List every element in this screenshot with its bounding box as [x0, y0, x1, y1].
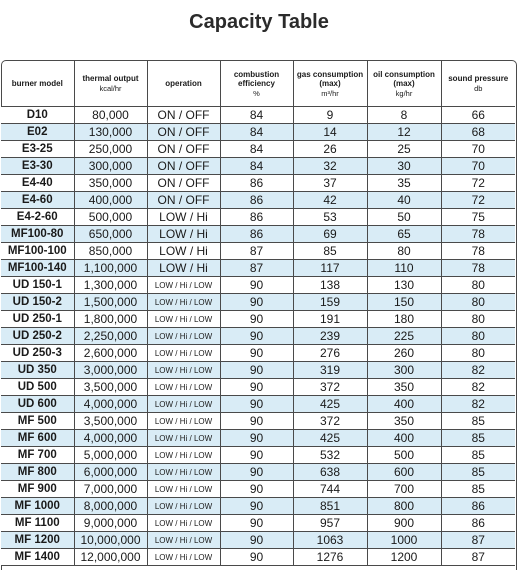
table-row [1, 243, 515, 260]
table-row [1, 294, 515, 311]
cell-burner-model: UD 150-1 [1, 277, 74, 294]
header-label: thermal output [82, 74, 139, 83]
cell-thermal-output: 1,100,000 [74, 260, 147, 277]
cell-oil-consumption: 130 [367, 277, 441, 294]
cell-operation: LOW / Hi [147, 260, 220, 277]
cell-operation: LOW / Hi / LOW [147, 464, 220, 481]
cell-combustion-efficiency: 90 [220, 464, 293, 481]
cell-oil-consumption: 700 [367, 481, 441, 498]
cell-oil-consumption: 1200 [367, 549, 441, 566]
cell-oil-consumption: 800 [367, 498, 441, 515]
table-row [1, 481, 515, 498]
table-row [1, 209, 515, 226]
table-row [1, 260, 515, 277]
cell-gas-consumption: 138 [293, 277, 367, 294]
cell-burner-model: UD 250-1 [1, 311, 74, 328]
cell-combustion-efficiency: 90 [220, 481, 293, 498]
cell-combustion-efficiency: 90 [220, 379, 293, 396]
cell-oil-consumption: 350 [367, 379, 441, 396]
cell-burner-model: UD 150-2 [1, 294, 74, 311]
cell-combustion-efficiency: 86 [220, 226, 293, 243]
cell-combustion-efficiency: 90 [220, 277, 293, 294]
cell-gas-consumption: 851 [293, 498, 367, 515]
header-row [1, 61, 515, 107]
cell-combustion-efficiency: 86 [220, 209, 293, 226]
cell-sound-pressure: 72 [441, 175, 515, 192]
cell-combustion-efficiency: 86 [220, 175, 293, 192]
cell-gas-consumption: 425 [293, 396, 367, 413]
cell-sound-pressure: 75 [441, 209, 515, 226]
cell-operation: ON / OFF [147, 158, 220, 175]
header-unit: db [474, 84, 483, 93]
cell-burner-model: UD 350 [1, 362, 74, 379]
table-row [1, 549, 515, 566]
cell-combustion-efficiency: 87 [220, 243, 293, 260]
cell-operation: LOW / Hi / LOW [147, 430, 220, 447]
cell-combustion-efficiency: 90 [220, 498, 293, 515]
table-row [1, 532, 515, 549]
cell-sound-pressure: 78 [441, 226, 515, 243]
cell-burner-model: E4-2-60 [1, 209, 74, 226]
cell-thermal-output: 500,000 [74, 209, 147, 226]
table-row [1, 226, 515, 243]
cell-combustion-efficiency: 86 [220, 192, 293, 209]
cell-sound-pressure: 85 [441, 464, 515, 481]
cell-operation: ON / OFF [147, 107, 220, 124]
cell-operation: LOW / Hi [147, 243, 220, 260]
cell-operation: ON / OFF [147, 175, 220, 192]
cell-combustion-efficiency: 90 [220, 362, 293, 379]
cell-operation: LOW / Hi / LOW [147, 481, 220, 498]
cell-gas-consumption: 372 [293, 413, 367, 430]
cell-burner-model: MF100-80 [1, 226, 74, 243]
cell-burner-model: MF 1000 [1, 498, 74, 515]
cell-operation: LOW / Hi / LOW [147, 447, 220, 464]
cell-sound-pressure: 82 [441, 362, 515, 379]
cell-burner-model: MF 600 [1, 430, 74, 447]
table-row [1, 192, 515, 209]
cell-oil-consumption: 40 [367, 192, 441, 209]
table-row [1, 124, 515, 141]
table-row [1, 379, 515, 396]
cell-combustion-efficiency: 84 [220, 107, 293, 124]
cell-gas-consumption: 9 [293, 107, 367, 124]
cell-oil-consumption: 1000 [367, 532, 441, 549]
cell-sound-pressure: 86 [441, 515, 515, 532]
header-oil-consumption [367, 61, 441, 107]
cell-oil-consumption: 600 [367, 464, 441, 481]
cell-burner-model: UD 250-2 [1, 328, 74, 345]
cell-gas-consumption: 319 [293, 362, 367, 379]
cell-burner-model: D10 [1, 107, 74, 124]
cell-thermal-output: 4,000,000 [74, 396, 147, 413]
table-row [1, 277, 515, 294]
table-row [1, 328, 515, 345]
cell-burner-model: UD 250-3 [1, 345, 74, 362]
cell-operation: LOW / Hi / LOW [147, 379, 220, 396]
cell-sound-pressure: 87 [441, 549, 515, 566]
cell-sound-pressure: 87 [441, 532, 515, 549]
cell-thermal-output: 3,000,000 [74, 362, 147, 379]
cell-gas-consumption: 191 [293, 311, 367, 328]
cell-thermal-output: 6,000,000 [74, 464, 147, 481]
cell-gas-consumption: 425 [293, 430, 367, 447]
cell-oil-consumption: 180 [367, 311, 441, 328]
cell-operation: ON / OFF [147, 124, 220, 141]
cell-operation: LOW / Hi / LOW [147, 362, 220, 379]
cell-gas-consumption: 14 [293, 124, 367, 141]
table-row [1, 413, 515, 430]
cell-combustion-efficiency: 84 [220, 124, 293, 141]
cell-gas-consumption: 532 [293, 447, 367, 464]
cell-gas-consumption: 957 [293, 515, 367, 532]
table-row [1, 107, 515, 124]
cell-thermal-output: 12,000,000 [74, 549, 147, 566]
cell-burner-model: E4-60 [1, 192, 74, 209]
cell-oil-consumption: 225 [367, 328, 441, 345]
cell-sound-pressure: 82 [441, 379, 515, 396]
cell-combustion-efficiency: 90 [220, 549, 293, 566]
cell-oil-consumption: 500 [367, 447, 441, 464]
cell-thermal-output: 130,000 [74, 124, 147, 141]
cell-burner-model: MF100-100 [1, 243, 74, 260]
cell-sound-pressure: 78 [441, 260, 515, 277]
cell-sound-pressure: 85 [441, 413, 515, 430]
cell-operation: LOW / Hi / LOW [147, 498, 220, 515]
cell-sound-pressure: 80 [441, 294, 515, 311]
cell-operation: LOW / Hi / LOW [147, 328, 220, 345]
cell-gas-consumption: 744 [293, 481, 367, 498]
cell-sound-pressure: 80 [441, 277, 515, 294]
header-unit: % [253, 88, 260, 98]
header-thermal-output [74, 61, 147, 107]
cell-gas-consumption: 69 [293, 226, 367, 243]
cell-oil-consumption: 8 [367, 107, 441, 124]
cell-combustion-efficiency: 90 [220, 532, 293, 549]
cell-combustion-efficiency: 87 [220, 260, 293, 277]
cell-gas-consumption: 37 [293, 175, 367, 192]
cell-sound-pressure: 85 [441, 447, 515, 464]
cell-thermal-output: 1,800,000 [74, 311, 147, 328]
cell-burner-model: MF 900 [1, 481, 74, 498]
cell-gas-consumption: 159 [293, 294, 367, 311]
cell-burner-model: UD 500 [1, 379, 74, 396]
cell-sound-pressure: 72 [441, 192, 515, 209]
cell-oil-consumption: 25 [367, 141, 441, 158]
header-sound-pressure [441, 61, 515, 107]
cell-combustion-efficiency: 90 [220, 311, 293, 328]
cell-oil-consumption: 260 [367, 345, 441, 362]
table-row [1, 362, 515, 379]
cell-thermal-output: 9,000,000 [74, 515, 147, 532]
cell-oil-consumption: 300 [367, 362, 441, 379]
cell-gas-consumption: 26 [293, 141, 367, 158]
cell-gas-consumption: 276 [293, 345, 367, 362]
header-label: combustion efficiency [233, 69, 280, 88]
header-burner-model [1, 61, 74, 107]
cell-thermal-output: 650,000 [74, 226, 147, 243]
cell-thermal-output: 5,000,000 [74, 447, 147, 464]
cell-gas-consumption: 32 [293, 158, 367, 175]
cell-thermal-output: 8,000,000 [74, 498, 147, 515]
cell-oil-consumption: 400 [367, 396, 441, 413]
cell-gas-consumption: 1276 [293, 549, 367, 566]
cell-oil-consumption: 35 [367, 175, 441, 192]
cell-gas-consumption: 372 [293, 379, 367, 396]
cell-thermal-output: 3,500,000 [74, 413, 147, 430]
cell-burner-model: E4-40 [1, 175, 74, 192]
cell-oil-consumption: 900 [367, 515, 441, 532]
cell-thermal-output: 3,500,000 [74, 379, 147, 396]
cell-operation: LOW / Hi / LOW [147, 549, 220, 566]
cell-oil-consumption: 30 [367, 158, 441, 175]
cell-sound-pressure: 70 [441, 158, 515, 175]
table-row [1, 498, 515, 515]
cell-thermal-output: 7,000,000 [74, 481, 147, 498]
cell-sound-pressure: 78 [441, 243, 515, 260]
cell-burner-model: MF 700 [1, 447, 74, 464]
cell-burner-model: UD 600 [1, 396, 74, 413]
header-operation [147, 61, 220, 107]
table-row [1, 158, 515, 175]
header-label: gas consumption (max) [296, 69, 364, 88]
cell-gas-consumption: 42 [293, 192, 367, 209]
cell-operation: ON / OFF [147, 141, 220, 158]
table-row [1, 430, 515, 447]
header-label: burner model [11, 79, 63, 88]
cell-sound-pressure: 85 [441, 481, 515, 498]
cell-thermal-output: 2,250,000 [74, 328, 147, 345]
cell-combustion-efficiency: 90 [220, 345, 293, 362]
cell-burner-model: E02 [1, 124, 74, 141]
cell-gas-consumption: 117 [293, 260, 367, 277]
cell-burner-model: E3-30 [1, 158, 74, 175]
cell-combustion-efficiency: 84 [220, 141, 293, 158]
cell-thermal-output: 10,000,000 [74, 532, 147, 549]
header-unit: kg/hr [395, 88, 413, 98]
cell-thermal-output: 400,000 [74, 192, 147, 209]
cell-combustion-efficiency: 90 [220, 396, 293, 413]
table-row [1, 141, 515, 158]
header-gas-consumption [293, 61, 367, 107]
cell-thermal-output: 80,000 [74, 107, 147, 124]
cell-oil-consumption: 350 [367, 413, 441, 430]
cell-gas-consumption: 1063 [293, 532, 367, 549]
cell-operation: LOW / Hi [147, 209, 220, 226]
cell-oil-consumption: 400 [367, 430, 441, 447]
cell-thermal-output: 2,600,000 [74, 345, 147, 362]
table-row [1, 464, 515, 481]
capacity-table [1, 61, 515, 566]
cell-gas-consumption: 85 [293, 243, 367, 260]
header-label: sound pressure [448, 74, 509, 83]
cell-burner-model: E3-25 [1, 141, 74, 158]
cell-oil-consumption: 65 [367, 226, 441, 243]
cell-combustion-efficiency: 84 [220, 158, 293, 175]
cell-sound-pressure: 80 [441, 345, 515, 362]
cell-burner-model: MF 1400 [1, 549, 74, 566]
cell-burner-model: MF 1200 [1, 532, 74, 549]
table-row [1, 345, 515, 362]
cell-combustion-efficiency: 90 [220, 328, 293, 345]
cell-operation: LOW / Hi / LOW [147, 515, 220, 532]
cell-combustion-efficiency: 90 [220, 413, 293, 430]
cell-thermal-output: 250,000 [74, 141, 147, 158]
header-unit: kcal/hr [99, 84, 122, 93]
cell-operation: LOW / Hi / LOW [147, 345, 220, 362]
cell-thermal-output: 350,000 [74, 175, 147, 192]
table-row [1, 396, 515, 413]
cell-oil-consumption: 110 [367, 260, 441, 277]
cell-sound-pressure: 80 [441, 311, 515, 328]
cell-combustion-efficiency: 90 [220, 430, 293, 447]
cell-sound-pressure: 70 [441, 141, 515, 158]
cell-burner-model: MF 500 [1, 413, 74, 430]
cell-thermal-output: 850,000 [74, 243, 147, 260]
cell-gas-consumption: 53 [293, 209, 367, 226]
cell-sound-pressure: 80 [441, 328, 515, 345]
header-label: operation [165, 79, 202, 88]
cell-operation: ON / OFF [147, 192, 220, 209]
cell-oil-consumption: 50 [367, 209, 441, 226]
cell-oil-consumption: 150 [367, 294, 441, 311]
cell-combustion-efficiency: 90 [220, 515, 293, 532]
cell-thermal-output: 1,500,000 [74, 294, 147, 311]
cell-operation: LOW / Hi / LOW [147, 311, 220, 328]
cell-operation: LOW / Hi / LOW [147, 396, 220, 413]
cell-oil-consumption: 12 [367, 124, 441, 141]
cell-combustion-efficiency: 90 [220, 294, 293, 311]
cell-sound-pressure: 86 [441, 498, 515, 515]
cell-operation: LOW / Hi [147, 226, 220, 243]
header-label: oil consumption (max) [373, 69, 435, 88]
table-row [1, 515, 515, 532]
cell-thermal-output: 4,000,000 [74, 430, 147, 447]
cell-thermal-output: 300,000 [74, 158, 147, 175]
cell-operation: LOW / Hi / LOW [147, 532, 220, 549]
cell-burner-model: MF100-140 [1, 260, 74, 277]
cell-sound-pressure: 68 [441, 124, 515, 141]
cell-oil-consumption: 80 [367, 243, 441, 260]
cell-gas-consumption: 638 [293, 464, 367, 481]
cell-gas-consumption: 239 [293, 328, 367, 345]
cell-combustion-efficiency: 90 [220, 447, 293, 464]
cell-operation: LOW / Hi / LOW [147, 294, 220, 311]
cell-burner-model: MF 800 [1, 464, 74, 481]
cell-operation: LOW / Hi / LOW [147, 413, 220, 430]
table-row [1, 175, 515, 192]
table-row [1, 311, 515, 328]
cell-sound-pressure: 66 [441, 107, 515, 124]
header-combustion-efficiency [220, 61, 293, 107]
page-title: Capacity Table [189, 11, 329, 33]
cell-burner-model: MF 1100 [1, 515, 74, 532]
cell-thermal-output: 1,300,000 [74, 277, 147, 294]
header-unit: m³/hr [321, 88, 339, 98]
cell-sound-pressure: 85 [441, 430, 515, 447]
cell-sound-pressure: 82 [441, 396, 515, 413]
table-row [1, 447, 515, 464]
cell-operation: LOW / Hi / LOW [147, 277, 220, 294]
